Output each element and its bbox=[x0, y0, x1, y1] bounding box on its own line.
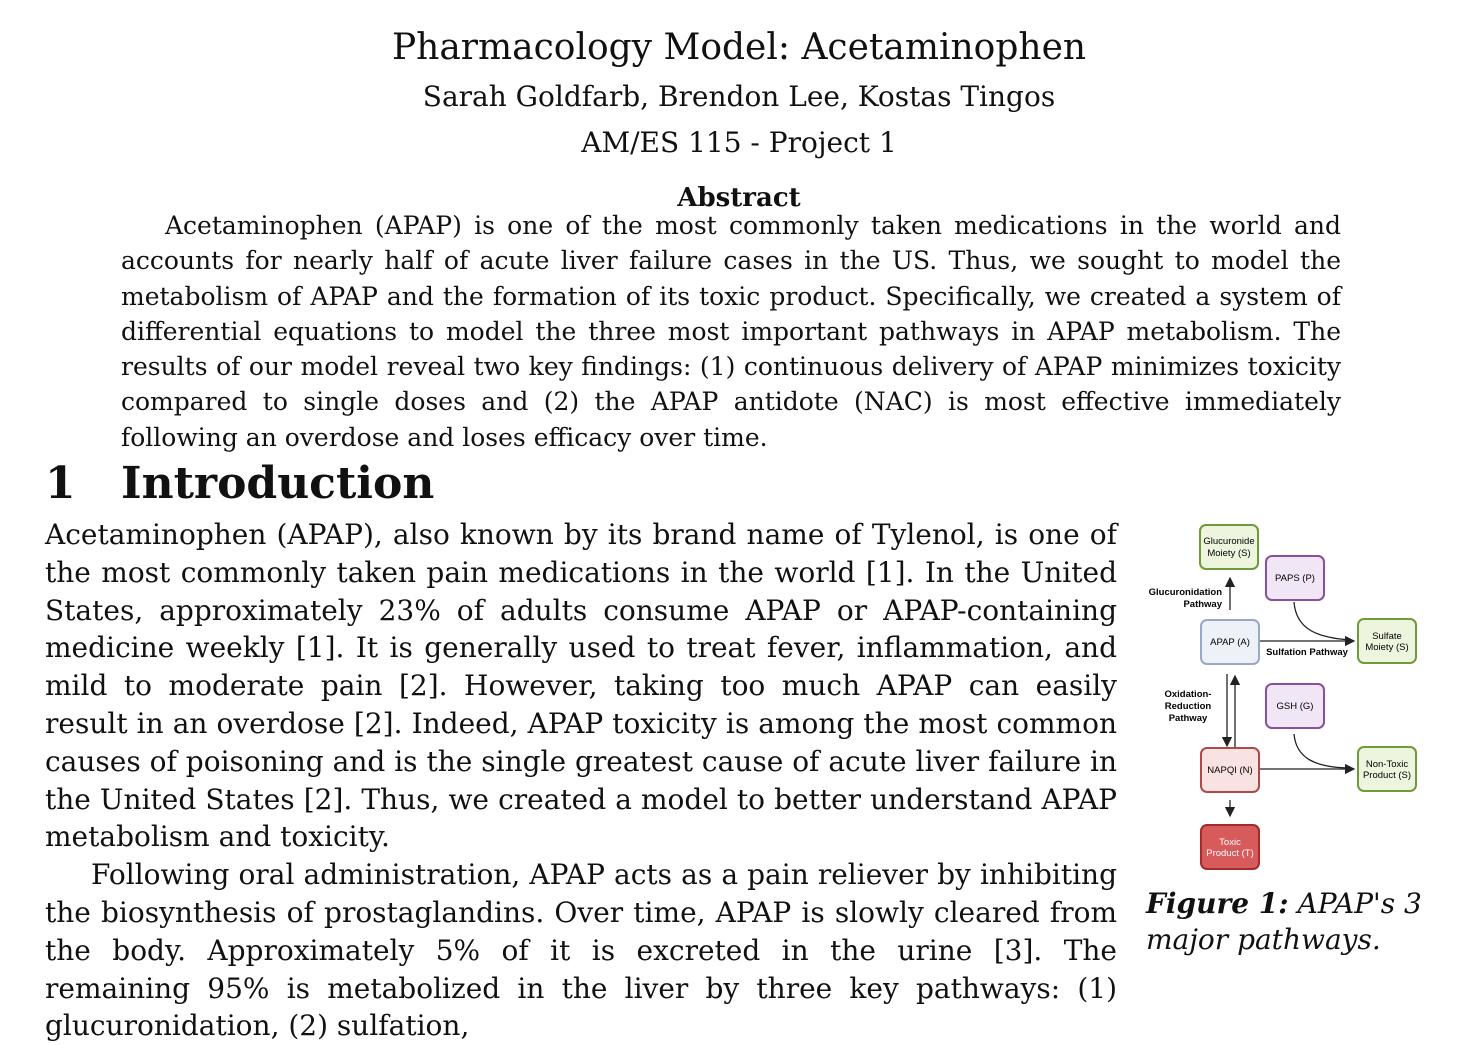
pathway-figure bbox=[1140, 518, 1430, 878]
paper-title: Pharmacology Model: Acetaminophen bbox=[391, 27, 1087, 68]
node-glucuronide bbox=[1200, 525, 1258, 569]
svg-text:PAPS (P): PAPS (P) bbox=[1275, 573, 1315, 584]
abstract-heading: Abstract bbox=[677, 183, 801, 213]
svg-text:Glucuronide: Glucuronide bbox=[1203, 536, 1255, 547]
svg-text:Non-Toxic: Non-Toxic bbox=[1365, 759, 1409, 770]
intro-paragraph-1: Acetaminophen (APAP), also known by its brand name of Tylenol, is one of the most commonly taken pain medications in the world [1]. In the United States, approximately 23% of adults consume APAP or APAP-containing medicine weekly [1]. It is generally used to treat fever, inflammation, and mild to moderate pain [2]. However, taking too much APAP can easily result in an overdose [2]. Indeed, APAP toxicity is among the most common causes of poisoning and is the single greatest cause of acute liver failure in the United States [2]. Thus, we created a model to better understand APAP metabolism and toxicity. bbox=[45, 518, 1117, 854]
intro-paragraph-2: Following oral administration, APAP acts as a pain reliever by inhibiting the biosynthesis of prostaglandins. Over time, APAP is slowly cleared from the body. Approximately 5% of it is excreted in the urine [3]. The remaining 95% is metabolized in the liver by three key pathways: (1) glucuronidation, (2) sulfation, bbox=[45, 858, 1117, 1043]
svg-text:Moiety (S): Moiety (S) bbox=[1207, 548, 1251, 559]
author-list: Sarah Goldfarb, Brendon Lee, Kostas Tingos bbox=[422, 80, 1056, 113]
svg-text:GSH (G): GSH (G) bbox=[1276, 701, 1314, 712]
svg-text:Product (S): Product (S) bbox=[1362, 770, 1412, 781]
node-gsh bbox=[1266, 684, 1324, 728]
figure-caption-label: Figure 1: bbox=[1146, 887, 1289, 920]
figure-caption-text: APAP's 3 major pathways. bbox=[1146, 887, 1422, 956]
course-label: AM/ES 115 - Project 1 bbox=[581, 126, 897, 159]
pathway-diagram bbox=[1140, 518, 1430, 878]
svg-text:Product (T): Product (T) bbox=[1206, 848, 1254, 859]
label-oxidation-reduction bbox=[1165, 689, 1212, 724]
svg-text:Sulfate: Sulfate bbox=[1372, 631, 1402, 642]
svg-text:Pathway: Pathway bbox=[1183, 599, 1222, 610]
svg-text:NAPQI (N): NAPQI (N) bbox=[1207, 765, 1253, 776]
gsh-curve bbox=[1294, 734, 1352, 768]
svg-text:APAP (A): APAP (A) bbox=[1210, 637, 1250, 648]
node-napqi bbox=[1201, 748, 1259, 792]
paps-curve bbox=[1294, 602, 1352, 640]
node-nontoxic bbox=[1358, 747, 1416, 791]
svg-text:Oxidation-: Oxidation- bbox=[1164, 689, 1212, 700]
label-sulfation: Sulfation Pathway bbox=[1266, 647, 1348, 658]
label-glucuronidation bbox=[1149, 587, 1223, 610]
node-sulfate bbox=[1358, 619, 1416, 663]
section-heading bbox=[45, 456, 434, 512]
abstract-text: Acetaminophen (APAP) is one of the most commonly taken medications in the world and accounts for nearly half of acute liver failure cases in the US. Thus, we sought to model the metabolism of APAP and the formation of its toxic product. Specifically, we created a system of differential equations to model the three most important pathways in APAP metabolism. The results of our model reveal two key findings: (1) continuous delivery of APAP minimizes toxicity compared to single doses and (2) the APAP antidote (NAC) is most effective immediately following an overdose and loses efficacy over time. bbox=[121, 211, 1341, 452]
introduction-body bbox=[45, 516, 1117, 1045]
section-title: Introduction bbox=[121, 458, 435, 509]
svg-text:Toxic: Toxic bbox=[1219, 837, 1241, 848]
svg-text:Moiety (S): Moiety (S) bbox=[1365, 642, 1409, 653]
svg-text:Pathway: Pathway bbox=[1168, 713, 1208, 724]
svg-text:Reduction: Reduction bbox=[1164, 701, 1212, 712]
svg-text:Glucuronidation: Glucuronidation bbox=[1148, 587, 1222, 598]
figure-caption bbox=[1146, 886, 1436, 958]
node-paps bbox=[1266, 556, 1324, 600]
node-apap bbox=[1201, 620, 1259, 664]
node-toxic bbox=[1201, 825, 1259, 869]
section-number: 1 bbox=[45, 458, 76, 509]
